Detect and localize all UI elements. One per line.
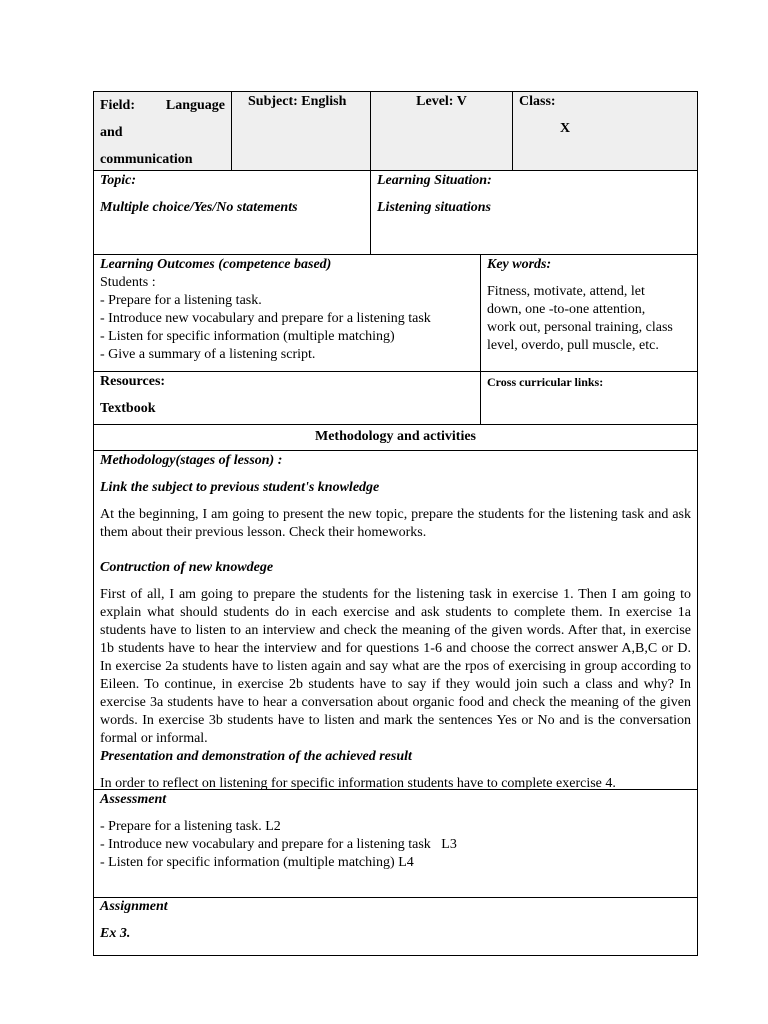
subject-text: Subject: English — [248, 94, 347, 109]
presentation-heading: Presentation and demonstration of the achieved result — [100, 749, 412, 764]
learning-outcome-item: - Prepare for a listening task. — [100, 293, 262, 308]
assignment-row — [93, 898, 698, 956]
learning-situation-label: Learning Situation: — [377, 173, 492, 188]
methodology-body-row — [93, 451, 698, 790]
learning-outcome-item: - Listen for specific information (multiple matching) — [100, 329, 395, 344]
learning-outcome-item: - Introduce new vocabulary and prepare for a listening task — [100, 311, 431, 326]
assessment-label: Assessment — [100, 792, 167, 807]
level-cell — [370, 92, 512, 170]
key-words-cell — [480, 255, 697, 371]
methodology-heading-row — [93, 425, 698, 451]
assignment-value: Ex 3. — [100, 926, 131, 941]
level-text: Level: V — [416, 94, 467, 109]
topic-row — [93, 171, 698, 255]
learning-outcomes-cell — [94, 255, 480, 371]
key-words-line: work out, personal training, class — [487, 320, 673, 335]
topic-value: Multiple choice/Yes/No statements — [100, 200, 298, 215]
construction-heading: Contruction of new knowdege — [100, 560, 274, 575]
assessment-item: - Prepare for a listening task. L2 — [100, 819, 281, 834]
class-label: Class: — [519, 94, 556, 109]
outcomes-row — [93, 255, 698, 372]
learning-situation-value: Listening situations — [377, 200, 491, 215]
learning-outcomes-intro: Students : — [100, 275, 156, 290]
field-value-2: and — [100, 125, 123, 140]
header-row — [93, 91, 698, 171]
resources-label: Resources: — [100, 374, 166, 389]
field-value-3: communication — [100, 152, 193, 167]
class-value: X — [559, 121, 571, 136]
resources-value: Textbook — [100, 401, 156, 416]
key-words-label: Key words: — [487, 257, 552, 272]
presentation-text: In order to reflect on listening for specific information students have to complete exercise 4. — [100, 776, 616, 791]
field-label: Field: — [100, 98, 135, 113]
key-words-list — [487, 283, 691, 355]
link-heading: Link the subject to previous student's knowledge — [100, 480, 380, 495]
lesson-plan-document — [93, 91, 698, 956]
learning-outcome-item: - Give a summary of a listening script. — [100, 347, 316, 362]
subject-cell — [231, 92, 370, 170]
field-line-1 — [100, 92, 225, 119]
cross-curricular-label: Cross curricular links: — [487, 375, 604, 389]
methodology-body-cell — [94, 451, 697, 789]
cross-curricular-cell — [480, 372, 697, 424]
learning-situation-cell — [370, 171, 697, 254]
key-words-line: Fitness, motivate, attend, let — [487, 284, 645, 299]
methodology-heading: Methodology and activities — [315, 429, 476, 444]
learning-outcomes-title: Learning Outcomes (competence based) — [100, 257, 332, 272]
assignment-label: Assignment — [100, 899, 168, 914]
assessment-cell — [94, 790, 697, 897]
resources-row — [93, 372, 698, 425]
topic-label: Topic: — [100, 173, 137, 188]
methodology-heading-cell — [94, 425, 697, 450]
topic-cell — [94, 171, 370, 254]
resources-cell — [94, 372, 480, 424]
class-cell — [512, 92, 697, 170]
key-words-line: level, overdo, pull muscle, etc. — [487, 338, 659, 353]
assessment-list — [100, 818, 691, 872]
field-cell — [94, 92, 231, 170]
stages-label: Methodology(stages of lesson) : — [100, 453, 283, 468]
field-value-1: Language — [165, 98, 225, 113]
assessment-row — [93, 790, 698, 898]
construction-text: First of all, I am going to prepare the students for the listening task in exercise 1. Then I am going to explain what should students do in each exercise and ask students to complete them. In exercise 1a students have to listen to an interview and check the meaning of the given words. After that, in exercise 1b students have to hear the interview and for questions 1-6 and choose the correct answer A,B,C or D. In exercise 2a students have to listen again and say what are the rpos of exercising in group according to Eileen. To continue, in exercise 2b students have to say if they would join such a class and why? In exercise 3a students have to hear a conversation about organic food and check the meaning of the given words. In exercise 3b students have to listen and mark the sentences Yes or No and is the conversation formal or informal. — [100, 587, 691, 746]
assessment-item: - Introduce new vocabulary and prepare for a listening task L3 — [100, 837, 457, 852]
key-words-line: down, one -to-one attention, — [487, 302, 646, 317]
assessment-item: - Listen for specific information (multiple matching) L4 — [100, 855, 414, 870]
link-text: At the beginning, I am going to present the new topic, prepare the students for the listening task and ask them about their previous lesson. Check their homeworks. — [100, 507, 691, 540]
assignment-cell — [94, 898, 697, 955]
